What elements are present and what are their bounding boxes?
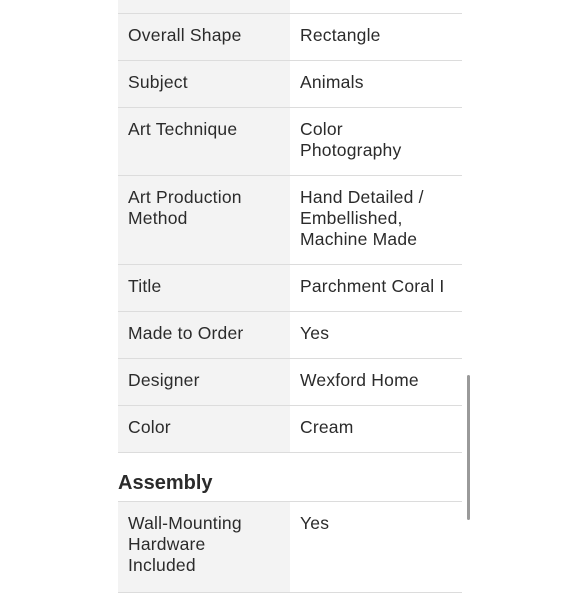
spec-value: Rectangle — [290, 14, 462, 60]
section-title-assembly: Assembly — [118, 472, 213, 494]
spec-label: Overall Shape — [118, 14, 290, 60]
spec-label: Title — [118, 265, 290, 311]
spec-row-art-production-method — [118, 176, 462, 265]
spec-label — [118, 0, 290, 13]
scrollbar-thumb[interactable] — [467, 375, 470, 520]
spec-value — [290, 0, 462, 13]
spec-row-wall-mounting-hardware — [118, 501, 462, 593]
spec-value: Color Photography — [290, 108, 462, 175]
spec-label: Subject — [118, 61, 290, 107]
spec-value: Hand Detailed / Embellished, Machine Made — [290, 176, 462, 264]
spec-row-designer — [118, 359, 462, 406]
assembly-table — [118, 501, 462, 593]
spec-value: Animals — [290, 61, 462, 107]
spec-label: Art Production Method — [118, 176, 290, 264]
spec-row-art-technique — [118, 108, 462, 176]
spec-row-overall-shape — [118, 0, 462, 14]
spec-label: Made to Order — [118, 312, 290, 358]
spec-value: Wexford Home — [290, 359, 462, 405]
spec-row-made-to-order — [118, 312, 462, 359]
spec-value: Yes — [290, 312, 462, 358]
specifications-table — [118, 0, 462, 453]
spec-label: Color — [118, 406, 290, 452]
spec-row-color — [118, 406, 462, 453]
spec-label: Designer — [118, 359, 290, 405]
spec-row-subject — [118, 61, 462, 108]
spec-label: Wall-Mounting Hardware Included — [118, 502, 290, 592]
spec-label: Art Technique — [118, 108, 290, 175]
spec-value: Yes — [290, 502, 462, 592]
spec-row-title — [118, 265, 462, 312]
spec-value: Parchment Coral I — [290, 265, 462, 311]
spec-row-overall-shape — [118, 14, 462, 61]
spec-value: Cream — [290, 406, 462, 452]
